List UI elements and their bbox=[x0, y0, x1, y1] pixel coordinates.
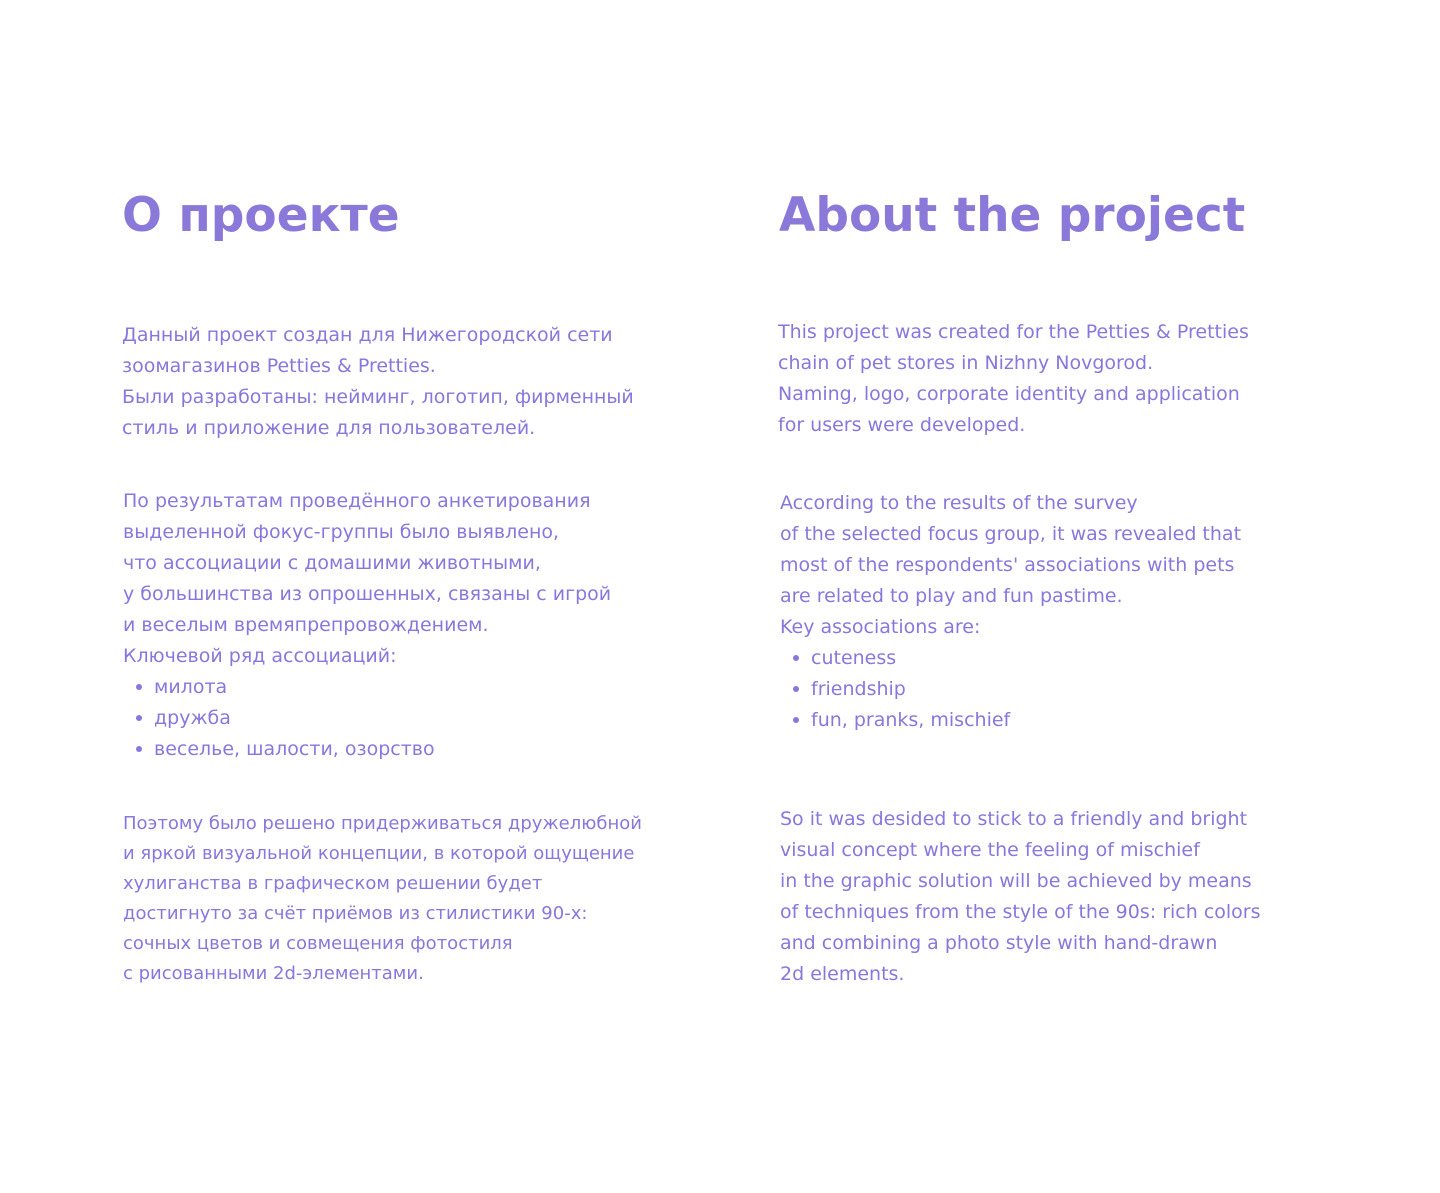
ru-survey-line: По результатам проведённого анкетирования bbox=[123, 490, 591, 512]
en-conclusion-line: visual concept where the feeling of mischief bbox=[780, 839, 1200, 861]
en-intro bbox=[778, 317, 1249, 441]
ru-conclusion bbox=[123, 809, 642, 989]
list-item-label: cuteness bbox=[811, 647, 897, 669]
ru-associations-list bbox=[123, 672, 611, 765]
ru-conclusion-line: Поэтому было решено придерживаться дружелюбной bbox=[123, 813, 642, 834]
list-item-label: дружба bbox=[154, 707, 231, 729]
en-intro-line: This project was created for the Petties & Pretties bbox=[778, 321, 1249, 343]
bullet-icon bbox=[136, 746, 142, 752]
list-item bbox=[154, 734, 611, 765]
en-conclusion-line: of techniques from the style of the 90s: rich colors bbox=[780, 901, 1261, 923]
list-item bbox=[811, 674, 1241, 705]
ru-conclusion-line: хулиганства в графическом решении будет bbox=[123, 873, 543, 894]
en-survey-line: According to the results of the survey bbox=[780, 492, 1138, 514]
ru-conclusion-line: сочных цветов и совмещения фотостиля bbox=[123, 933, 513, 954]
ru-survey-line: Ключевой ряд ассоциаций: bbox=[123, 645, 397, 667]
ru-survey-line: что ассоциации с домашими животными, bbox=[123, 552, 541, 574]
list-item bbox=[154, 672, 611, 703]
bullet-icon bbox=[136, 684, 142, 690]
list-item bbox=[811, 643, 1241, 674]
en-survey-line: most of the respondents' associations with pets bbox=[780, 554, 1235, 576]
list-item-label: fun, pranks, mischief bbox=[811, 709, 1011, 731]
ru-intro-line: Были разработаны: нейминг, логотип, фирменный bbox=[122, 386, 634, 408]
ru-title: О проекте bbox=[122, 188, 400, 243]
ru-survey bbox=[123, 486, 611, 765]
en-conclusion-line: 2d elements. bbox=[780, 963, 905, 985]
en-intro-line: for users were developed. bbox=[778, 414, 1026, 436]
en-survey-line: of the selected focus group, it was revealed that bbox=[780, 523, 1242, 545]
ru-intro-line: стиль и приложение для пользователей. bbox=[122, 417, 536, 439]
ru-intro-line: зоомагазинов Petties & Pretties. bbox=[122, 355, 436, 377]
en-conclusion bbox=[780, 804, 1261, 990]
ru-survey-line: и веселым времяпрепровождением. bbox=[123, 614, 489, 636]
en-survey-line: are related to play and fun pastime. bbox=[780, 585, 1123, 607]
ru-conclusion-line: с рисованными 2d-элементами. bbox=[123, 963, 424, 984]
en-conclusion-line: in the graphic solution will be achieved by means bbox=[780, 870, 1252, 892]
en-associations-list bbox=[780, 643, 1241, 736]
ru-conclusion-line: достигнуто за счёт приёмов из стилистики 90-х: bbox=[123, 903, 588, 924]
ru-survey-line: выделенной фокус-группы было выявлено, bbox=[123, 521, 560, 543]
ru-survey-line: у большинства из опрошенных, связаны с игрой bbox=[123, 583, 612, 605]
ru-intro bbox=[122, 320, 634, 444]
bullet-icon bbox=[793, 655, 799, 661]
list-item-label: веселье, шалости, озорство bbox=[154, 738, 435, 760]
en-intro-line: Naming, logo, corporate identity and application bbox=[778, 383, 1240, 405]
bullet-icon bbox=[793, 686, 799, 692]
en-intro-line: chain of pet stores in Nizhny Novgorod. bbox=[778, 352, 1154, 374]
list-item-label: милота bbox=[154, 676, 228, 698]
en-conclusion-line: and combining a photo style with hand-drawn bbox=[780, 932, 1218, 954]
en-title: About the project bbox=[779, 188, 1246, 243]
bullet-icon bbox=[136, 715, 142, 721]
list-item bbox=[154, 703, 611, 734]
ru-conclusion-line: и яркой визуальной концепции, в которой ощущение bbox=[123, 843, 635, 864]
bullet-icon bbox=[793, 717, 799, 723]
en-survey-line: Key associations are: bbox=[780, 616, 981, 638]
ru-intro-line: Данный проект создан для Нижегородской сети bbox=[122, 324, 613, 346]
list-item-label: friendship bbox=[811, 678, 906, 700]
list-item bbox=[811, 705, 1241, 736]
en-conclusion-line: So it was desided to stick to a friendly and bright bbox=[780, 808, 1248, 830]
en-survey bbox=[780, 488, 1241, 736]
